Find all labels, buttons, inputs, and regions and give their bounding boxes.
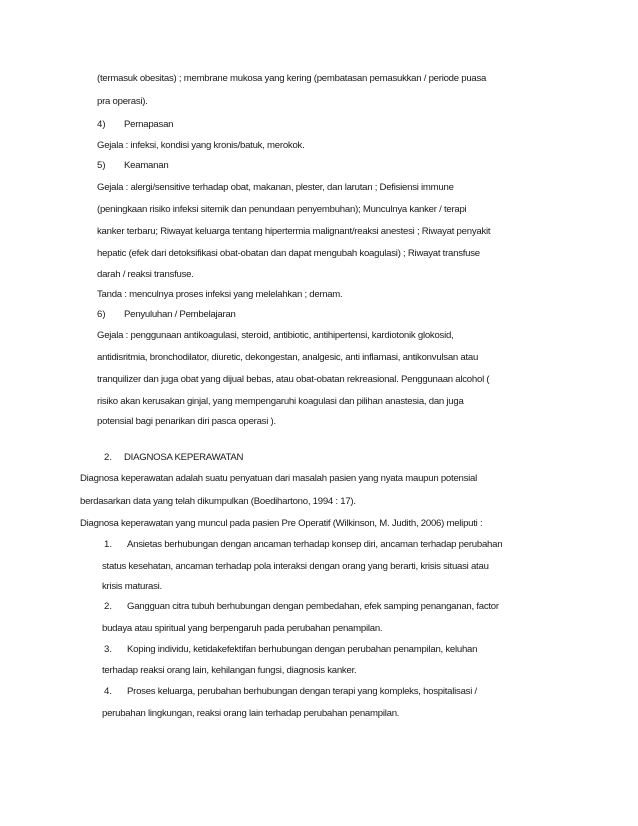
- section-4-number: 4): [97, 119, 106, 130]
- continuation-line-2: pra operasi).: [97, 96, 148, 107]
- continuation-line-1: (termasuk obesitas) ; membrane mukosa yang kering (pembatasan pemasukkan / periode puasa: [97, 73, 487, 84]
- section-5-line-4: hepatic (efek dari detoksifikasi obat-obatan dan dapat mengubah koagulasi) ; Riwayat transfuse: [97, 248, 480, 259]
- section-5-line-5: darah / reaksi transfuse.: [97, 269, 194, 280]
- diagnosa-definition-line-1: Diagnosa keperawatan adalah suatu penyatuan dari masalah pasien yang nyata maupun potensial: [80, 473, 478, 484]
- section-5-line-3: kanker terbaru; Riwayat keluarga tentang hipertermia malignant/reaksi anestesi ; Riwayat penyakit: [97, 226, 491, 237]
- item-4-number: 4.: [104, 686, 113, 697]
- section-5-line-1: Gejala : alergi/sensitive terhadap obat, makanan, plester, dan larutan ; Defisiensi immune: [97, 182, 454, 193]
- item-2-line-2: budaya atau spiritual yang berpengaruh pada perubahan penampilan.: [102, 623, 383, 634]
- item-4-line-2: perubahan lingkungan, reaksi orang lain terhadap perubahan penampilan.: [102, 708, 400, 719]
- section-5-title: Keamanan: [124, 160, 169, 171]
- item-3-line-1: Koping individu, ketidakefektifan berhubungan dengan perubahan penampilan, keluhan: [127, 644, 478, 655]
- section-6-line-1: Gejala : penggunaan antikoagulasi, steroid, antibiotic, antihipertensi, kardiotonik glokosid,: [97, 330, 454, 341]
- section-5-line-2: (peningkaan risiko infeksi sitemik dan penundaan penyembuhan); Munculnya kanker / terapi: [97, 204, 467, 215]
- section-6-line-4: risiko akan kerusakan ginjal, yang mempengaruhi koagulasi dan pilihan anastesia, dan juga: [97, 396, 464, 407]
- diagnosa-definition-line-2: berdasarkan data yang telah dikumpulkan (Boedihartono, 1994 : 17).: [80, 496, 356, 507]
- diagnosa-intro: Diagnosa keperawatan yang muncul pada pasien Pre Operatif (Wilkinson, M. Judith, 2006) meliputi :: [80, 518, 483, 529]
- item-3-line-2: terhadap reaksi orang lain, kehilangan fungsi, diagnosis kanker.: [102, 665, 357, 676]
- section-6-line-5: potensial bagi penarikan diri pasca operasi ).: [97, 416, 276, 427]
- item-1-line-1: Ansietas berhubungan dengan ancaman terhadap konsep diri, ancaman terhadap perubahan: [127, 539, 503, 550]
- section-2-heading: DIAGNOSA KEPERAWATAN: [124, 452, 244, 463]
- section-2-number: 2.: [104, 452, 113, 463]
- section-6-title: Penyuluhan / Pembelajaran: [124, 309, 236, 320]
- section-4-gejala: Gejala : infeksi, kondisi yang kronis/batuk, merokok.: [97, 140, 305, 151]
- item-2-line-1: Gangguan citra tubuh berhubungan dengan pembedahan, efek samping penanganan, factor: [127, 601, 499, 612]
- section-6-line-3: tranquilizer dan juga obat yang dijual bebas, atau obat-obatan rekreasional. Penggunaan alcohol (: [97, 374, 490, 385]
- section-6-number: 6): [97, 309, 106, 320]
- item-4-line-1: Proses keluarga, perubahan berhubungan dengan terapi yang kompleks, hospitalisasi /: [127, 686, 477, 697]
- section-6-line-2: antidisritmia, bronchodilator, diuretic, dekongestan, analgesic, anti inflamasi, antikonvulsan atau: [97, 352, 479, 363]
- item-1-number: 1.: [104, 539, 113, 550]
- item-3-number: 3.: [104, 644, 113, 655]
- section-5-number: 5): [97, 160, 106, 171]
- item-1-line-3: krisis maturasi.: [102, 581, 162, 592]
- item-2-number: 2.: [104, 601, 113, 612]
- section-4-title: Pernapasan: [124, 119, 174, 130]
- item-1-line-2: status kesehatan, ancaman terhadap pola interaksi dengan orang yang berarti, krisis situasi atau: [102, 561, 489, 572]
- section-5-tanda: Tanda : menculnya proses infeksi yang melelahkan ; demam.: [97, 289, 343, 300]
